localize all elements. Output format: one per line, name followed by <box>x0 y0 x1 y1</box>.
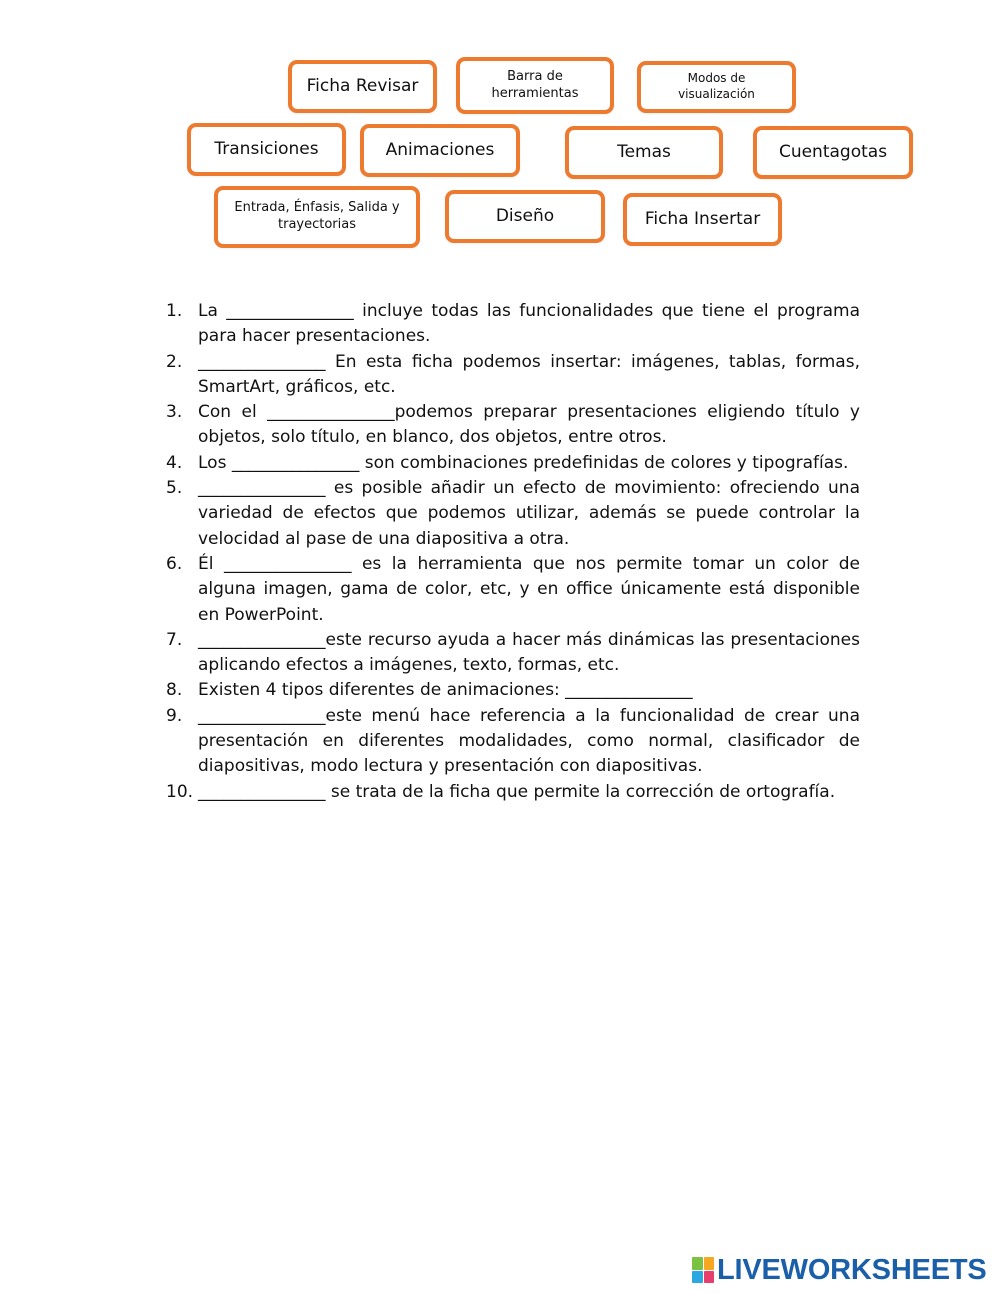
question-text: _______________este recurso ayuda a hacer más dinámicas las presentaciones aplicando efectos a imágenes, texto, formas, etc. <box>198 629 860 676</box>
question-number: 3. <box>166 402 183 423</box>
question-item <box>166 552 860 628</box>
question-number: 7. <box>166 629 183 650</box>
question-text: Existen 4 tipos diferentes de animaciones: _______________ <box>198 680 693 701</box>
question-number: 6. <box>166 553 183 574</box>
logo-text: LIVEWORKSHEETS <box>717 1253 987 1286</box>
question-number: 2. <box>166 351 183 372</box>
word-box-barra-herramientas[interactable]: Barra de herramientas <box>456 57 614 114</box>
question-item <box>166 678 860 703</box>
question-item <box>166 451 860 476</box>
question-number: 4. <box>166 452 183 473</box>
word-box-cuentagotas[interactable]: Cuentagotas <box>753 126 913 179</box>
word-box-animaciones[interactable]: Animaciones <box>360 124 520 177</box>
question-number: 10. <box>166 781 194 802</box>
question-text: Él _______________ es la herramienta que nos permite tomar un color de alguna imagen, gama de color, etc, y en office únicamente está disponible en PowerPoint. <box>198 553 860 625</box>
question-text: Con el _______________podemos preparar presentaciones eligiendo título y objetos, solo título, en blanco, dos objetos, entre otros. <box>198 402 860 448</box>
word-box-diseno[interactable]: Diseño <box>445 190 605 243</box>
question-text: _______________este menú hace referencia a la funcionalidad de crear una presentación en diferentes modalidades, como normal, clasificador de diapositivas, modo lectura y presentación con diapositivas. <box>198 705 860 777</box>
question-text: _______________ se trata de la ficha que permite la corrección de ortografía. <box>198 781 836 802</box>
word-box-transiciones[interactable]: Transiciones <box>187 123 346 176</box>
question-item <box>166 299 860 350</box>
liveworksheets-logo[interactable] <box>692 1253 987 1286</box>
question-text: Los _______________ son combinaciones predefinidas de colores y tipografías. <box>198 452 849 473</box>
question-item <box>166 476 860 552</box>
question-text: _______________ En esta ficha podemos insertar: imágenes, tablas, formas, SmartArt, gráficos, etc. <box>198 351 860 397</box>
question-text: La _______________ incluye todas las funcionalidades que tiene el programa para hacer presentaciones. <box>198 301 860 347</box>
liveworksheets-logo-icon <box>692 1257 714 1283</box>
question-item <box>166 628 860 679</box>
word-box-ficha-insertar[interactable]: Ficha Insertar <box>623 193 782 246</box>
question-item <box>166 780 860 805</box>
question-number: 5. <box>166 478 183 499</box>
question-number: 8. <box>166 680 183 701</box>
question-item <box>166 400 860 451</box>
word-box-temas[interactable]: Temas <box>565 126 723 179</box>
word-box-modos-visualizacion[interactable]: Modos de visualización <box>637 61 796 113</box>
question-item <box>166 350 860 401</box>
word-box-ficha-revisar[interactable]: Ficha Revisar <box>288 60 437 113</box>
question-number: 1. <box>166 301 183 321</box>
question-text: _______________ es posible añadir un efecto de movimiento: ofreciendo una variedad de efectos que podemos utilizar, además se puede controlar la velocidad al pase de una diapositiva a otra. <box>198 478 860 549</box>
question-item <box>166 704 860 780</box>
question-list <box>166 299 860 805</box>
word-box-entrada-enfasis-salida[interactable]: Entrada, Énfasis, Salida y trayectorias <box>214 186 420 248</box>
question-number: 9. <box>166 705 183 726</box>
